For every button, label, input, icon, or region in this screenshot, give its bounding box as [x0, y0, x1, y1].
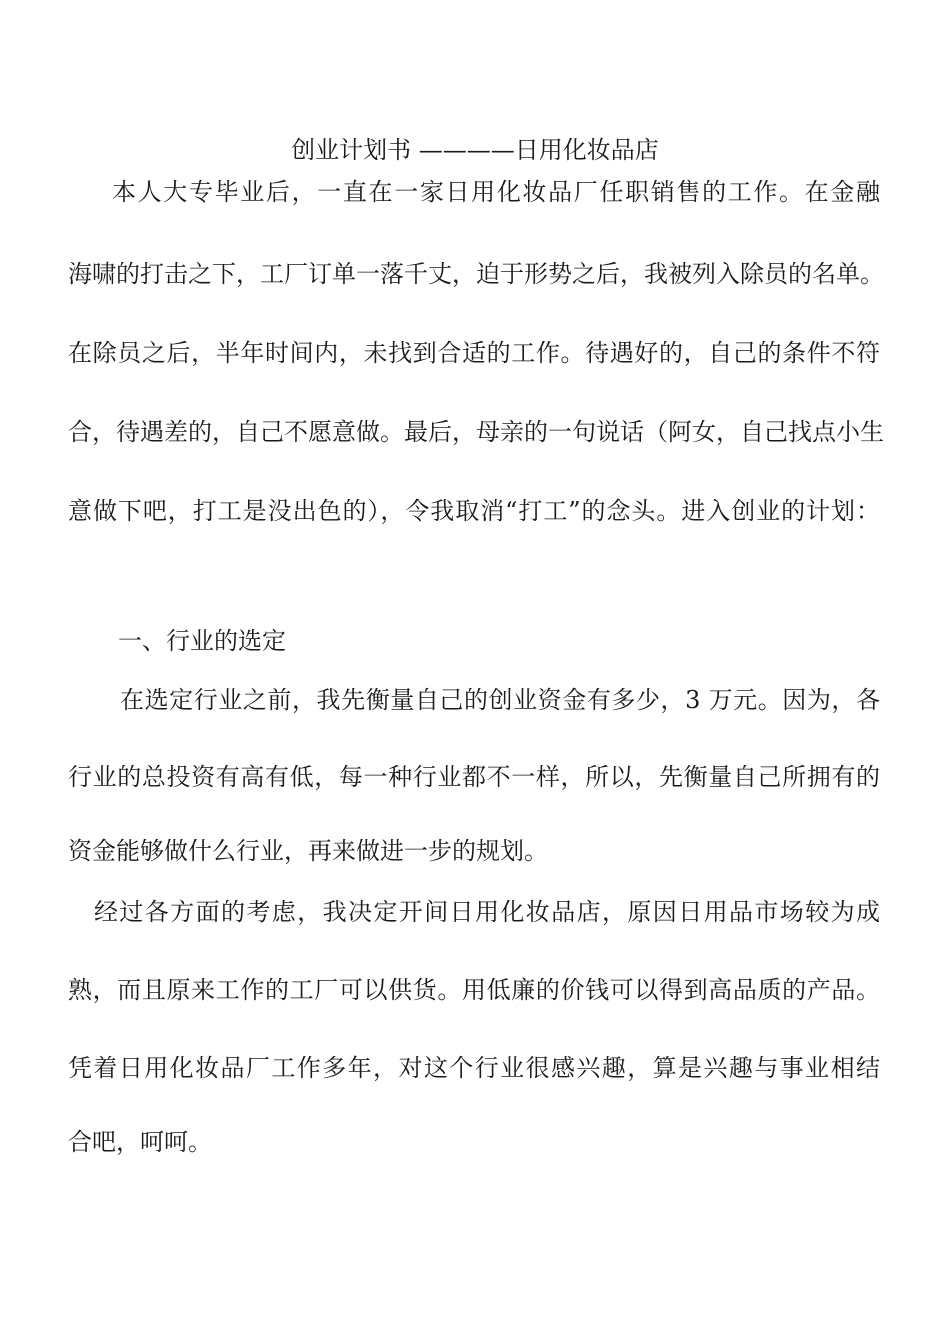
section-heading: 一、行业的选定	[118, 627, 286, 655]
paragraph-line: 经过各方面的考虑，我决定开间日用化妆品店，原因日用品市场较为成	[94, 898, 880, 926]
paragraph-line: 合，待遇差的，自己不愿意做。最后，母亲的一句说话（阿女，自己找点小生	[68, 418, 884, 446]
paragraph-line: 海啸的打击之下，工厂订单一落千丈，迫于形势之后，我被列入除员的名单。	[68, 260, 884, 288]
paragraph-line: 行业的总投资有高有低，每一种行业都不一样，所以，先衡量自己所拥有的	[68, 763, 880, 791]
paragraph-line: 意做下吧，打工是没出色的），令我取消“打工”的念头。进入创业的计划：	[68, 497, 880, 525]
paragraph-line: 熟，而且原来工作的工厂可以供货。用低廉的价钱可以得到高品质的产品。	[68, 976, 880, 1004]
document-title: 创业计划书 ————日用化妆品店	[291, 136, 659, 164]
paragraph-line: 合吧，呵呵。	[68, 1128, 212, 1156]
paragraph-line: 凭着日用化妆品厂工作多年，对这个行业很感兴趣，算是兴趣与事业相结	[68, 1054, 880, 1082]
paragraph-line: 在选定行业之前，我先衡量自己的创业资金有多少，3 万元。因为，各	[120, 686, 880, 714]
paragraph-line: 在除员之后，半年时间内，未找到合适的工作。待遇好的，自己的条件不符	[68, 339, 880, 367]
paragraph-line: 本人大专毕业后，一直在一家日用化妆品厂任职销售的工作。在金融	[112, 178, 880, 206]
paragraph-line: 资金能够做什么行业，再来做进一步的规划。	[68, 837, 548, 865]
